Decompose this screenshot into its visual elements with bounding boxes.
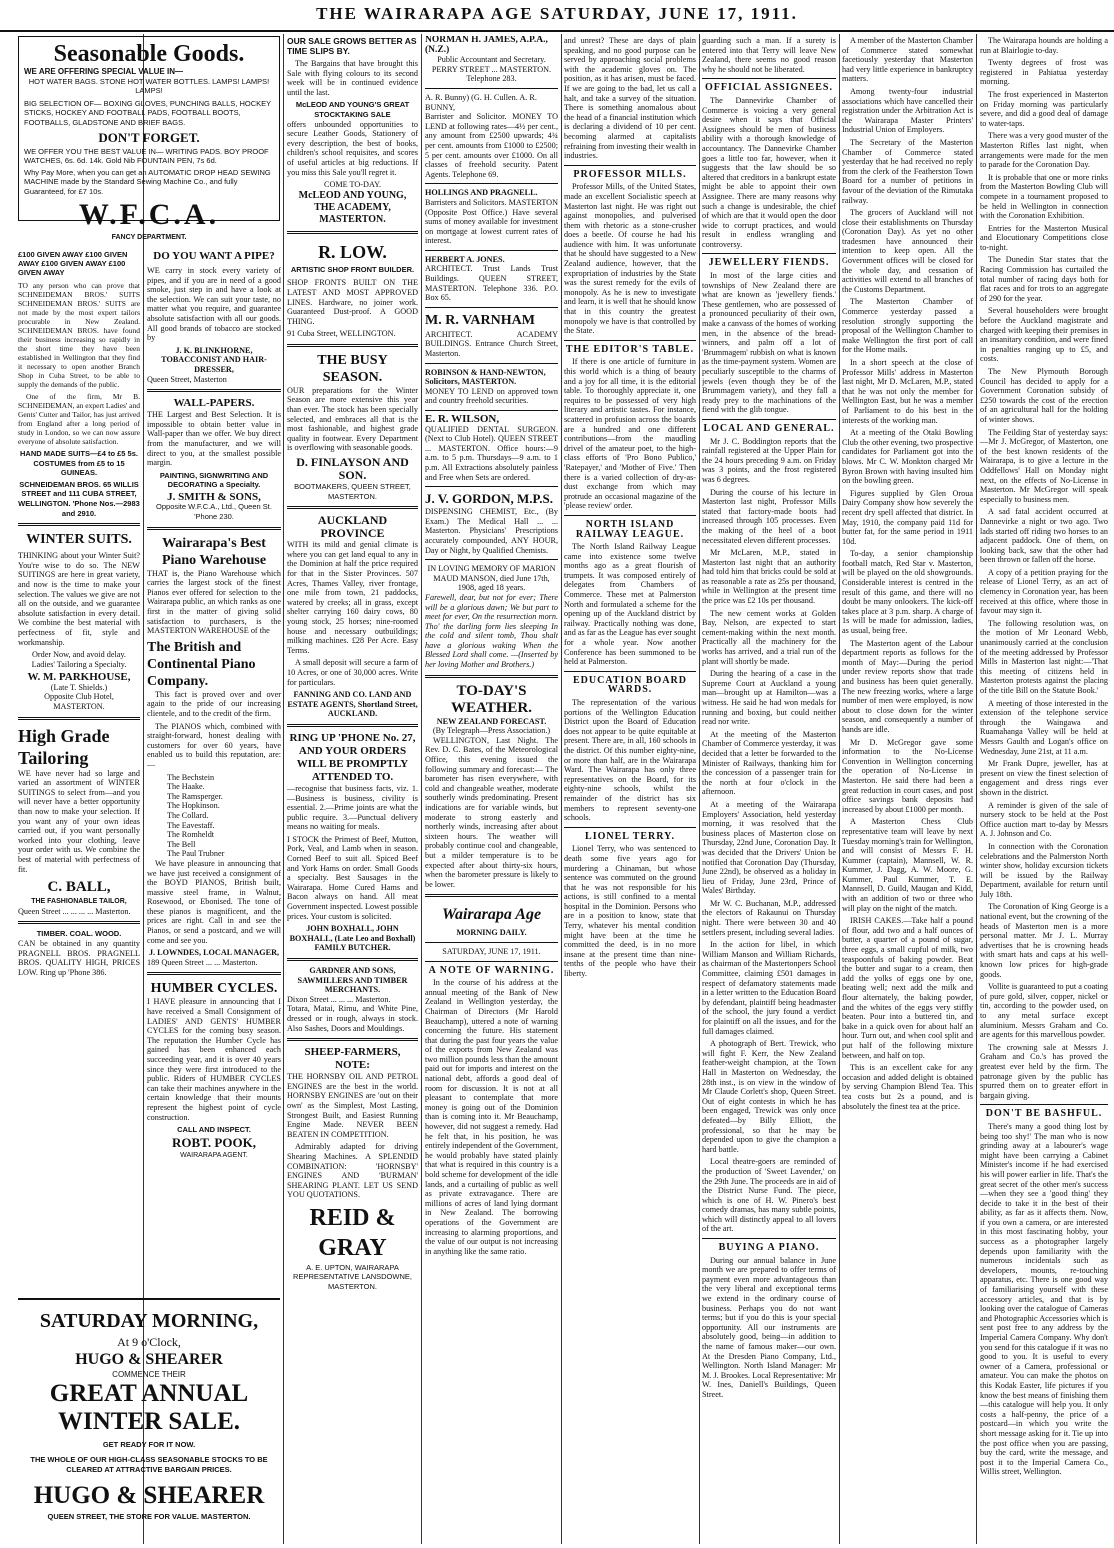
given-away-text: £100 GIVEN AWAY £100 GIVEN AWAY £100 GIVEN AWAY £100 GIVEN AWAY bbox=[18, 250, 128, 277]
ad-title: Seasonable Goods. bbox=[53, 41, 245, 67]
ad-text: WE ARE OFFERING SPECIAL VALUE IN— bbox=[24, 67, 183, 76]
sale-text: offers unbounded opportunities to secure Leather Goods, Stationery of every description, the best of books, children's school requisites, and scores of useful articles at big reductions. If you miss this Sale you'll regret it. bbox=[287, 119, 418, 177]
schneideman-address: SCHNEIDEMAN BROS. 65 WILLIS STREET and 111 CUBA STREET, WELLINGTON. 'Phone Nos.—2983 and 2910. bbox=[18, 479, 140, 518]
lowndes-name: J. LOWNDES, LOCAL MANAGER, bbox=[148, 948, 280, 958]
great-annual-sale: GREAT ANNUAL WINTER SALE. bbox=[49, 1379, 249, 1435]
assignees-text: The Dannevirke Chamber of Commerce is voicing a very general desire when it says that Official Assignees should be men of business ability with a thorough knowledge of accountancy. The Dannevirke Chamber goes a little too far, however, when it suggests that the law should be so altered that creditors in a bankrupt estate might be able to appoint their own Assignee. There are many reasons why such a change is undesirable, the chief of which are that it would open the door wide to corrupt practices, and would result in endless wrangling and controversy. bbox=[702, 95, 836, 249]
bunny-text: Barrister and Solicitor. MONEY TO LEND at following rates—4½ per cent., any amount from £2500 upwards; 4¾ per cent. amounts from £1000 to £2500; 5 per cent. amounts over £1000. On all classes of freehold security. Patent Agents. Telephone 69. bbox=[425, 112, 558, 179]
memory-heading: IN LOVING MEMORY OF MARION MAUD MANSON, died June 17th, 1908, aged 18 years. bbox=[427, 564, 556, 593]
schneideman-prices: HAND MADE SUITS—£4 to £5 5s. COSTUMES from £5 to 15 GUINEAS. bbox=[20, 449, 138, 478]
high-grade-heading: High Grade Tailoring bbox=[18, 725, 110, 768]
local-text: At the meeting of the Masterton Chamber of Commerce yesterday, it was decided that a letter be forwarded to the Minister of Railways, thanking him for the concession of a passenger train for the north at four o'clock in the afternoon. bbox=[702, 729, 836, 797]
boyd-text: We have pleasure in announcing that we have just received a consignment of the BOYD PIANOS, British built, massive steel frame, in Walnut, Rosewood, or Ebonised. The tone of these pianos is magnificent, and the prices are right. Call in and see the Pianos, or send a postcard, and we will come and see you. bbox=[147, 858, 281, 945]
wallpapers-heading: WALL-PAPERS. bbox=[173, 397, 255, 410]
local-text: A sad fatal accident occurred at Dannevirke a night or two ago. Two lads started off riding two horses to an adjacent paddock. One of them, on looking back, saw that the other had been thrown or fallen off the horse. bbox=[980, 507, 1108, 565]
column-rule bbox=[976, 34, 977, 1544]
league-heading: NORTH ISLAND RAILWAY LEAGUE. bbox=[575, 518, 685, 540]
weather-by: (By Telegraph—Press Association.) bbox=[432, 726, 551, 736]
local-text: During the course of his lecture in Masterton last night, Professor Mills stated that factory-made boots had increased through 105 processes. Even the making of the heel of a boot necessitated eleven different processes. bbox=[702, 487, 836, 545]
column-rule bbox=[561, 34, 562, 1544]
gordon-text: DISPENSING CHEMIST, Etc., (By Exam.) The Medical Hall ... ... Masterton. Physicians' Prescriptions accurately compounded, ANY HOUR, Day or Night, by Qualified Chemists. bbox=[425, 507, 558, 555]
local-text: Vollite is guaranteed to put a coating of pure gold, silver, copper, nickel or tin, according to the powder used, on to any metal surface except aluminium. Messrs Graham and Co. are agents for this marvellous powder. bbox=[980, 982, 1108, 1040]
low-address: 91 Cuba Street, WELLINGTON. bbox=[287, 329, 396, 339]
irish-cakes-text: IRISH CAKES.—Take half a pound of flour, add two and a half ounces of butter, a quarter of a pound of sugar, three eggs, a small cupful of milk, two teaspoonfuls of baking powder. Beat the butter and sugar to a cream, then add the yolks of eggs one by one, beating well; next add the milk and flour alternately, the baking powder, and the whites of the eggs very stiffly beaten. Pour into a buttered tin, and bake in a quick oven for about half an hour. Turn out, and when cool split and put half of the following mixture between, and half on top. bbox=[842, 916, 973, 1060]
hugo-name-2: HUGO & SHEARER bbox=[33, 1482, 265, 1510]
winter-suits-heading: WINTER SUITS. bbox=[26, 532, 132, 548]
piano-list-item: The Collard. bbox=[167, 810, 209, 820]
local-text: Mr Frank Dupre, jeweller, has at present on view the finest selection of engagement and dress rings ever shown in the district. bbox=[980, 759, 1108, 797]
ad-text: COMMENCE THEIR bbox=[112, 1370, 186, 1379]
piano-list-item: The Hopkinson. bbox=[167, 801, 220, 811]
upton-name: A. E. UPTON, WAIRARAPA REPRESENTATIVE LANSDOWNE, MASTERTON. bbox=[293, 1262, 412, 1292]
local-text: Local theatre-goers are reminded of the production of 'Sweet Lavender,' on the 29th June. The proceeds are in aid of the District Nurse Fund. The piece, which is one of H. W. Pinero's best comedy dramas, has many subtle points, which will distinctly appeal to all lovers of the art. bbox=[702, 1157, 836, 1234]
james-sub: Public Accountant and Secretary. PERRY STREET ... MASTERTON. Telephone 283. bbox=[431, 55, 552, 84]
mills-text: Professor Mills, of the United States, made an excellent Socialistic speech at Masterton last night. He was right out against monopolies, and pulverised them with rhetoric as a stone-crusher does a beetle. Of course he had his audience with him. It was unfortunate that he should have suggested to a New Zealand audience, however, that the expropriation of industries by the State was the surest remedy for the evils of monopoly. As he is new to investigate and learn, it is well that he should know that in this country the greatest monopoly we have is that controlled by the State. bbox=[564, 182, 696, 336]
piano-list-item: The Bechstein bbox=[167, 772, 215, 782]
local-text: There was a very good muster of the Masterton Rifles last night, when arrangements were made for the men to parade for the Coronation Day. bbox=[980, 131, 1108, 170]
local-text: The Secretary of the Masterton Chamber of Commerce stated yesterday that he had received no reply from the clerk of the Featherston Town Board for a number of petitions in favour of the deviation of the Rimutaka railway. bbox=[842, 137, 973, 205]
board-text: The representation of the various portions of the Wellington Education District upon the Board of Education does not appear to be quite equitable at present. There are, in all, 160 schools in the district. Of this number eighty-nine, or more than half, are in the Wairarapa Ward. The Wairarapa has only three representatives on the Board, for its eighty-nine schools, whilst the remainder of the district has six members to represent seventy-one schools. bbox=[564, 698, 696, 823]
stock-text: I STOCK the Primest of Beef, Mutton, Pork, Veal, and Lamb when in season. Corned Beef to suit all. Spiced Beef and York Hams on order. Small Goods a specialty. Best Sausages in the Wairarapa. Home Cured Hams and Bacon always on hand. All meat Government inspected. Lowest possible prices. Your custom is solicited. bbox=[287, 834, 418, 921]
parkhouse-address: Opposite Club Hotel, MASTERTON. bbox=[44, 692, 114, 712]
smith-name: J. SMITH & SONS, bbox=[167, 490, 261, 503]
pragnell-text: CAN be obtained in any quantity PRAGNELL BROS. PRAGNELL BROS. QUALITY HIGH, PRICES LOW. Ring up 'Phone 386. bbox=[18, 938, 140, 977]
local-text: Mr J. C. Boddington reports that the rainfall registered at the Upper Plain for the 24 hours preceding 9 a.m. on Friday was 3 points, and the frost registered was 6 degrees. bbox=[702, 436, 836, 484]
piano-list-item: The Haake. bbox=[167, 782, 205, 792]
warning-heading: A NOTE OF WARNING. bbox=[428, 964, 555, 976]
pook-name: ROBT. POOK, bbox=[172, 1134, 256, 1150]
column-rule bbox=[699, 34, 700, 1544]
bunny-name: A. R. Bunny) (G. H. Cullen. A. R. BUNNY, bbox=[425, 92, 537, 112]
hornsby-text: THE HORNSBY OIL AND PETROL ENGINES are the best in the world. HORNSBY ENGINES are 'out on their own' as the Simplest, Most Lasting, Strongest Built, and Easiest Running Engine Made. NEVER BEEN BEATEN IN COMPETITION. bbox=[287, 1072, 418, 1139]
parkhouse-text: THINKING about your Winter Suit? You're wise to do so. The NEW SUITINGS are here in great variety, and now is the time to make your selection. The values we give are not all on the outside, and we guarantee absolute satisfaction in every detail. We combine the best material with perfectness of fit, style and workmanship. bbox=[18, 551, 140, 647]
weather-heading: TO-DAY'S WEATHER. bbox=[451, 682, 532, 716]
finlayson-sub: BOOTMAKERS, QUEEN STREET, MASTERTON. bbox=[294, 482, 411, 501]
local-text: A Masterton Chess Club representative team will leave by next Tuesday morning's train for Wellington, and will consist of Messrs F. H. Kummer (captain), Mannsell, W. R. Kummer, J. Dagg, A. W. Moore, G. Kummer, Paul Kummer, T. E. Mannsell, D. Guild, Maugan and Kidd, with an addition of two or three who will play on the night of the match. bbox=[842, 817, 973, 913]
boxhall-name: JOHN BOXHALL, JOHN BOXHALL, (Late Leo and Boxhall) FAMILY BUTCHER. bbox=[289, 924, 416, 953]
gardner-text: Totara, Matai, Rimu, and White Pine, dressed or in rough, always in stock. Also Sashes, Doors and Mouldings. bbox=[287, 1004, 418, 1033]
local-text: The Feilding Star of yesterday says:—Mr J. McGregor, of Masterton, one of the best known residents of the Wairarapa, is to give a lecture in the Oddfellows' Hall on Monday night next, on the effects of No-License in Masterton. Mr McGregor will speak especially to business men. bbox=[980, 427, 1108, 504]
local-text: The New Plymouth Borough Council has decided to apply for a Government Coronation subsidy of £250 towards the cost of the erection of an agricultural hall for the holding of winter shows. bbox=[980, 367, 1108, 424]
jewellery-heading: JEWELLERY FIENDS. bbox=[708, 257, 830, 269]
smith-address: Opposite W.F.C.A., Ltd., Queen St. 'Phone 230. bbox=[156, 502, 272, 522]
board-heading: EDUCATION BOARD WARDS. bbox=[573, 674, 687, 696]
humber-text: I HAVE pleasure in announcing that I have received a Small Consignment of LADIES' AND GENTS' HUMBER CYCLES for the coming busy season. The reputation the Humber Cycle has gained has been enhanced each succeeding year, and it is over 40 years since they were first introduced to the public. Riders of HUMBER CYCLES can take their machines anywhere in the certain knowledge that their mounts represent the highest point of cycle construction. bbox=[147, 997, 281, 1122]
article-text: and unrest? These are days of plain speaking, and no good purpose can be served by approaching social problems with the academic gloves on. The position, as it has arisen, must be faced. If we are going to the bad, let us call a halt, and take a survey of the situation. There is something anomalous about the head of a financial institution which is declaring a dividend of 10 per cent. becoming alarmed at capitalists refraining from investing their wealth in industries. bbox=[564, 36, 696, 161]
local-text: The new cement works at Golden Bay, Nelson, are expected to start cement-making within the next month. Practically all the machinery for the works has arrived, and a trial run of the plant will shortly be made. bbox=[702, 608, 836, 666]
date-line: SATURDAY, JUNE 17, 1911. bbox=[442, 946, 541, 956]
league-text: The North Island Railway League came into existence some twelve months ago as a great flourish of trumpets. It was composed entirely of delegates from Chambers of Commerce. These met at Palmerston North and formulated a scheme for the opening up of the Auckland district by railway. Practically nothing was done, and as far as the League has ever sought for a whole year. Now another Conference has been summoned to be held at Palmerston. bbox=[564, 542, 696, 667]
sheep-heading: SHEEP-FARMERS, NOTE: bbox=[304, 1046, 401, 1072]
gardner-address: Dixon Street ... ... ... Masterton. bbox=[287, 994, 391, 1004]
column-7 bbox=[842, 36, 973, 1544]
sale-time: At 9 o'Clock, bbox=[117, 1335, 181, 1349]
local-text: A reminder is given of the sale of nursery stock to be held at the Post Office auction mart to-day by Messrs A. J. Johnson and Co. bbox=[980, 800, 1108, 839]
weather-text: WELLINGTON, Last Night. The Rev. D. C. Bates, of the Meteorological Office, this evening issued the following summary and forecast:— The barometer has risen everywhere, with cold and changeable weather, moderate southerly winds predominating. Present indications are for variable winds, but moderate to strong easterly and northerly winds, increasing after about sixteen hours. The weather will probably continue cool and changeable, but a milder temperature is to be expected after about thirty-six hours, when the barometer pressure is likely to be lower. bbox=[425, 735, 558, 889]
parkhouse-text: Order Now, and avoid delay. bbox=[32, 650, 126, 660]
parkhouse-name: W. M. PARKHOUSE, bbox=[27, 671, 131, 684]
bashful-text: There's many a good thing lost by being too shy!' The man who is now grinding away at a labourer's wage might have been carrying a Cabinet Minister's income if he had exercised his will power earlier in life. That's the great secret of the other men's success—when they see a 'good thing' they decide to take it in the best of their ability, as far as it affects them. Now, if you own a camera, or are interested in this most fascinating hobby, your success as a photographer largely depends upon familiarity with the numerous incidentals such as developers, mounts, re-touching apparatus, etc. There is one good way of familiarising yourself with these accessory articles, and that is by looking over the catalogue of Cameras and Photographic Accessories which is sent post free to any address by the Imperial Camera Company. Why don't you send for this catalogue if it was no good to you. It is useful to every owner of a Camera, professional or amateur. You can make the photos on this Kodak Easter, life pictures if you know the best means of finishing them—this catalogue will help you. It only costs a half-penny, the price of a postcard—in which you write the short message asking for it. Tie up into the post office when you are passing, buy the card, write the message, and post it to the Imperial Camera Co., Willis street, Wellington. bbox=[980, 1121, 1108, 1477]
piano-text: The PIANOS which, combined with straight-forward, honest dealing with customers for over 60 years, have enabled us to build this reputation, are:— bbox=[147, 721, 281, 769]
pipe-text: WE carry in stock every variety of pipes, and if you are in need of a good smoke, just step in and have a look at the selection. We can suit your taste, no matter what you require, and guarantee absolute satisfaction with all our goods. All good brands of tobacco are stocked by bbox=[147, 266, 281, 343]
ball-name: C. BALL, bbox=[47, 879, 111, 896]
article-text: guarding such a man. If a surety is entered into that Terry will leave New Zealand, there seems no good reason why he should not be liberated. bbox=[702, 36, 836, 74]
ad-heading: DON'T FORGET. bbox=[98, 129, 200, 145]
local-heading: LOCAL AND GENERAL. bbox=[703, 422, 835, 434]
jewellery-text: In most of the large cities and townships of New Zealand there are what are known as 'jewellery fiends.' These gentlemen, who are possessed of a pronounced peculiarity of their own, make a canvass of the homes of working men, in the absence of the bread-winners, and palm off a lot of 'Brummagem' rubbish on what is known as the time-payment system. Women are peculiarly susceptible to the charms of jewels (even though they be of the Brummagem variety), and they fall a ready prey to the machinations of the fiend with the glib tongue. bbox=[702, 271, 836, 415]
local-text: In a short speech at the close of Professor Mills' address in Masterton last night, Mr D. McLaren, M.P., stated that he was not only the member for Wellington East, but he was a member of Parliament to do his best in the interests of the working man. bbox=[842, 358, 973, 425]
ad-text: HOT WATER BAGS. STONE HOT WATER BOTTLES. LAMPS! LAMPS! LAMPS! bbox=[28, 76, 270, 96]
mcleod-name: McLEOD AND YOUNG, THE ACADEMY, MASTERTON. bbox=[298, 189, 407, 225]
local-text: In the action for libel, in which William Manson and William Richards, as chairman of the Mastertonpers School Committee, claiming £501 damages in respect of defamatory statements made in a letter written to the Education Board by defendant, plaintiff being headmaster of the school, the jury found a verdict for plaintiff on all the issues, and for the full damages claimed. bbox=[702, 940, 836, 1036]
local-text: It is probable that one or more rinks from the Masterton Bowling Club will compete in a tournament proposed to be held in Wellington in connection with the Coronation Exhibition. bbox=[980, 172, 1108, 221]
ad-text: FANCY DEPARTMENT. bbox=[111, 233, 187, 241]
varnham-name: M. R. VARNHAM bbox=[425, 312, 535, 328]
gardner-name: GARDNER AND SONS, SAWMILLERS AND TIMBER MERCHANTS. bbox=[297, 966, 408, 995]
local-text: A photograph of Bert. Trewick, who will fight F. Kerr, the New Zealand feather-weight champion, at the Town Hall in Masterton on Wednesday, the 28th inst., is on view in the window of Mr Claude Corlett's shop, Queen Street. Out of eight contests in which he has been engaged, Trewick was only once defeated—by Billy Elliott, the professional, so that he may be depended upon to give the champion a hard battle. bbox=[702, 1039, 836, 1154]
mills-heading: PROFESSOR MILLS. bbox=[573, 168, 687, 180]
local-text: In connection with the Coronation celebrations and the Palmerston North winter show, holiday excursion tickets will be issued by the Railway Department, available for return until July 18th. bbox=[980, 841, 1108, 899]
ad-text: Why Pay More, when you can get an AUTOMATIC DROP HEAD SEWING MACHINE made by the Standard Sewing Machine Co., and fully Guaranteed, for £7 10s. bbox=[24, 167, 271, 196]
column-rule bbox=[421, 34, 422, 1544]
warning-text: In the course of his address at the annual meeting of the Bank of New Zealand in Wellington yesterday, the Chairman of Directors (Mr Harold Beauchamp), uttered a note of warning concerning the future. His statement that during the past four years the value of the exports from New Zealand was two million pounds less than the amount paid out for imports and interest on the national debt, affords a good deal of room for discussion. It is not at all pleasant to contemplate that more money is going out of the Dominion than is coming into it. Mr Beauchamp, however, did not suggest a remedy. Had he felt that, in his position, he was entirely independent of the Government, he would probably have stated plainly that what is required in this country is a bold scheme for development of the idle lands, and a curtailing of public as well as private extravagance. There are millions of acres of land lying dormant in New Zealand. The borrowing operations of the Government are increasing to alarming proportions, and the value of our output is not increasing in anything like the same ratio. bbox=[425, 978, 558, 1256]
blinkhorne-address: Queen Street, Masterton bbox=[147, 374, 227, 384]
ball-sub: THE FASHIONABLE TAILOR, bbox=[31, 898, 127, 906]
painting-specialty: PAINTING, SIGNWRITING AND DECORATING a Specialty. bbox=[159, 470, 269, 490]
shearing-text: Admirably adapted for driving Shearing Machines. A SPLENDID COMBINATION: 'HORNSBY' ENGINES AND 'BURMAN' SHEARING PLANT. LET US SEND YOU QUOTATIONS. bbox=[287, 1142, 418, 1200]
editor-heading: THE EDITOR'S TABLE. bbox=[565, 343, 695, 355]
pook-sub: WAIRARAPA AGENT. bbox=[180, 1151, 248, 1159]
bashful-heading: DON'T BE BASHFUL. bbox=[985, 1108, 1103, 1120]
varnham-text: ARCHITECT. ACADEMY BUILDINGS. Entrance Church Street, Masterton. bbox=[425, 329, 558, 359]
pipe-heading: DO YOU WANT A PIPE? bbox=[153, 250, 275, 262]
parkhouse-text: (Late T. Shields.) bbox=[50, 682, 108, 692]
masthead bbox=[0, 0, 1114, 32]
sale-text: The Bargains that have brought this Sale with flying colours to its second week will be in continued evidence until the last. bbox=[287, 59, 418, 97]
local-text: During the hearing of a case in the Supreme Court at Auckland a young man—brought up at Hamilton—was a witness. He said he had won medals for running and boxing, but could neither read nor write. bbox=[702, 669, 836, 727]
editor-text: If there is one article of furniture in this world which is a thing of beauty and a joy for all time, it is the editorial table. To thoroughly appreciate it, one requires to be possessed of very high literary and artistic tastes. For instance, scattered in profusion across the boards are a hundred and one different contributions—from the maudling drivel of the amateur poet, to the high-class efforts of 'Pro Bono Publico,' 'Ratepayer,' and 'Mother of Five.' Then there is a varied collection of dry-as-dust exchange from which may protrude an occasional magazine of the 'please review' order. bbox=[564, 357, 696, 511]
reid-gray: REID & GRAY bbox=[309, 1204, 396, 1261]
hollings-name: HOLLINGS AND PRAGNELL. bbox=[425, 188, 538, 198]
ring-text: —recognise that business facts, viz. 1.—Business is business, civility is essential. 2.—Prime joints are what the public require. 3.—Punctual delivery means no waiting for meals. bbox=[287, 783, 418, 832]
piano-list-item: The Bell bbox=[167, 839, 196, 849]
auckland-text: WITH its mild and genial climate is where you can get land equal to any in the Dominion at half the price required for that in the Sister Provinces. 507 Acres, Thames Valley, river frontage, one mile from town, 21 paddocks, watered by creeks; all in grass, except shelter carrying 160 dairy cows, 80 young stock, 25 horses; nine-roomed house and necessary outbuildings; milking machines. £28 Per Acre. Easy Terms. bbox=[287, 540, 418, 655]
local-text: At a meeting of the Wairarapa Employers' Association, held yesterday morning, it was resolved that the business places of Masterton close on Thursday, 22nd June, Coronation Day. It was decided that the Drivers' Union be notified that Coronation Day (Thursday, June 22nd), be observed as a holiday in lieu of Friday, June 23rd, Prince of Wales' Birthday. bbox=[702, 799, 836, 896]
local-text: Several householders were brought before the Auckland magistrate and charged with keeping their premises in an insanitary condition, and were fined in penalties ranging up to £5, and costs. bbox=[980, 306, 1108, 364]
local-text: The grocers of Auckland will not close their establishments on Thursday (Coronation Day). As yet no other tradesmen have announced their intention to keep open. All the Government offices will be closed for the whole day, and cessation of activities will extend to all branches of the Customs Department. bbox=[842, 208, 973, 294]
local-text: The Masterton agent of the Labour department reports as follows for the month of May:—During the period under review reports show that trade and business has been quiet generally. The new freezing works, where a large number of men were employed, is now about to close down for the winter season, and consequently a number of hands are idle. bbox=[842, 638, 973, 734]
piano-heading: Wairarapa's Best Piano Warehouse bbox=[161, 535, 267, 568]
local-text: Figures supplied by Glen Oroua Dairy Company show how severely the recent dry spell affected that district. In May, 1910, the company paid 11d for butter fat, for the same period in 1911 10d. bbox=[842, 488, 973, 546]
gordon-name: J. V. GORDON, M.P.S. bbox=[425, 491, 553, 507]
piano-list-item: The Ramsperger. bbox=[167, 791, 223, 801]
local-text: At a meeting of the Otaki Bowling Club the other evening, two prospective candidates for Parliament got into the blows. Mr C. W. Monkton charged Mr Byron Brown with having insulted him on the bowling green. bbox=[842, 428, 973, 486]
local-text: The Masterton Chamber of Commerce yesterday passed a resolution strongly supporting the proposal of the Wellington Chamber to make Wellington the first port of call for the Home mails. bbox=[842, 297, 973, 355]
piano-text: This fact is proved over and over again to the pride of our increasing clientele, and to the credit of the firm. bbox=[147, 689, 281, 718]
sale-day: SATURDAY MORNING, bbox=[39, 1310, 259, 1332]
james-name: NORMAN H. JAMES, A.P.A., (N.Z.) bbox=[425, 36, 548, 55]
column-5 bbox=[564, 36, 696, 1544]
masthead-title: THE WAIRARAPA AGE SATURDAY, JUNE 17, 1911. bbox=[316, 4, 798, 23]
sale-heading: OUR SALE GROWS BETTER AS TIME SLIPS BY. bbox=[287, 36, 417, 56]
local-text: A member of the Masterton Chamber of Commerce stated somewhat facetiously yesterday that Masterton had very little experience in bankruptcy matters. bbox=[842, 36, 973, 84]
finlayson-name: D. FINLAYSON AND SON. bbox=[296, 455, 409, 483]
local-text: The Coronation of King George is a national event, but the crowning of the heads of Masterton men is a more personal matter. Mr J. L. Murray advertises that he is crowning heads with smart hats and caps at his well-known low prices for high-grade goods. bbox=[980, 902, 1108, 979]
terry-heading: LIONEL TERRY. bbox=[585, 830, 675, 842]
column-8 bbox=[980, 36, 1108, 1544]
local-text: The following resolution was, on the motion of Mr Leonard Webb, unanimously carried at the conclusion of the meeting addressed by Professor Mills in Masterton last night:—'That this meeting of citizens held in Masterton protests against the placing of the title Bill on the Statute Book.' bbox=[980, 618, 1108, 695]
hugo-name: HUGO & SHEARER bbox=[75, 1351, 223, 1368]
robinson-name: ROBINSON & HAND-NEWTON, Solicitors, MASTERTON. bbox=[425, 367, 546, 387]
local-text: The crowning sale at Messrs J. Graham and Co.'s has proved the greatest ever held by the firm. The patronage given by the public has spurred them on to greater effort in bargain giving. bbox=[980, 1042, 1108, 1100]
column-4 bbox=[425, 36, 558, 1544]
piano-list-item: The Paul Trubner bbox=[167, 849, 225, 859]
store-value: QUEEN STREET, THE STORE FOR VALUE. MASTERTON. bbox=[47, 1512, 251, 1522]
ad-text: WE OFFER YOU THE BEST VALUE IN— WRITING PADS. BOY PROOF WATCHES, 6s. 6d. 14k. Gold Nib FOUNTAIN PEN, 7s 6d. bbox=[24, 146, 269, 166]
paper-name: Wairarapa Age bbox=[441, 906, 542, 924]
piano-list-item: The Romheldt bbox=[167, 830, 215, 840]
low-sub: ARTISTIC SHOP FRONT BUILDER. bbox=[290, 264, 415, 274]
come-today: COME TO-DAY. bbox=[323, 180, 382, 190]
local-text: A copy of a petition praying for the release of Lionel Terry, as an act of clemency in Coronation year, has been received at this office, where those in favour may sign it. bbox=[980, 567, 1108, 616]
weather-sub: NEW ZEALAND FORECAST. bbox=[436, 716, 547, 726]
humber-heading: HUMBER CYCLES. bbox=[150, 981, 278, 997]
wallpapers-text: THE Largest and Best Selection. It is impossible to obtain better value in Wall-paper than we offer. We buy direct from the manufacturer, and we will direct to you, at the smallest possible margin. bbox=[147, 410, 281, 468]
ad-text: THE WHOLE OF OUR HIGH-CLASS SEASONABLE STOCKS TO BE CLEARED AT ATTRACTIVE BARGAIN PRICES. bbox=[30, 1455, 268, 1474]
buying-text: During our annual balance in June month we are prepared to offer terms of payment even more advantageous than the very liberal and exceptional terms we extend in the ordinary course of business. Perhaps you do not want terms; but if you do this is your special opportunity. All our instruments are absolutely good, being—in addition to the name of famous maker—our own. At the Dresden Piano Company, Ltd., Wellington. North Island Manager: Mr M. J. Brookes. Local Representative: Mr W. Ines, Daniell's Buildings, Queen Street. bbox=[702, 1255, 836, 1399]
british-company: The British and Continental Piano Company. bbox=[147, 639, 256, 689]
piano-text: THAT is, the Piano Warehouse which carries the largest stock of the finest Pianos ever offered for selection to the Wairarapa public, an which ranks as one first in the matter of giving solid satisfaction to purchasers, is the MASTERTON WAREHOUSE of the bbox=[147, 568, 281, 636]
terry-text: Lionel Terry, who was sentenced to death some five years ago for murdering a Chinaman, but whose sentence was commuted on the ground that he was not responsible for his actions, is still confined to a mental hospital in the Dominion. Persons who are in a position to know, state that Terry, whatever his mental condition might have been at the time he committed the deed, is in no more insane at the present time than nine-tenths of the people who have their liberty. bbox=[564, 844, 696, 979]
local-text: Twenty degrees of frost was registered in Pahiatua yesterday morning. bbox=[980, 58, 1108, 87]
irish-cakes-text: This is an excellent cake for any occasion and added delight is obtained by serving Champion Blend Tea. This tea costs but 2s a pound, and is absolutely the finest tea at the price. bbox=[842, 1063, 973, 1111]
busy-season-heading: THE BUSY SEASON. bbox=[317, 352, 388, 385]
wilson-name: E. R. WILSON, bbox=[425, 413, 500, 425]
local-text: Mr D. McGregor gave some information to the No-License Convention in Wellington concerning the operation of No-License in Masterton. He said there had been a great reduction in court cases, and post office savings bank deposits had increased by about £1000 per month. bbox=[842, 737, 973, 814]
assignees-heading: OFFICIAL ASSIGNEES. bbox=[705, 82, 833, 94]
low-heading: R. LOW. bbox=[318, 241, 387, 262]
morning-daily: MORNING DAILY. bbox=[456, 928, 527, 938]
busy-text: OUR preparations for the Winter Season are more extensive this year than ever. The stock has been specially selected, and embraces all that is the most fashionable, and highest grade quality in footwear. Every Department is overflowing with seasonable goods. bbox=[287, 385, 418, 453]
local-text: A meeting of those interested in the extension of the telephone service through the Waingawa and Ruamahanga Valley will be held at Messrs Gaulth and Logan's office on Wednesday, June 21st, at 11 a.m. bbox=[980, 698, 1108, 756]
schneideman-text: TO any person who can prove that SCHNEIDEMAN BROS.' SUITS SCHNEIDEMAN BROS.' SUITS are not made by the most expert tailors procurable in New Zealand. SCHNEIDEMAN BROS. have found their business increasing so rapidly in the short time they have been established in Wellington that they find it necessary to open another Branch Shop in Cuba Street, to be able to supply the demands of the public. bbox=[18, 281, 140, 389]
wfca-logo: W.F.C.A. bbox=[78, 197, 220, 231]
fanning-name: FANNING AND CO. LAND AND ESTATE AGENTS, Shortland Street, AUCKLAND. bbox=[287, 690, 418, 719]
local-text: The Dunedin Star states that the Racing Commission has curtailed the total number of racing days both for flat races and for trots to an aggregate of 290 for the year. bbox=[980, 255, 1108, 303]
lowndes-address: 189 Queen Street ... ... Masterton. bbox=[147, 957, 258, 967]
column-2 bbox=[147, 250, 281, 1294]
column-rule bbox=[283, 34, 284, 1544]
column-6 bbox=[702, 36, 836, 1544]
ball-text: WE have never had so large and varied an assortment of WINTER SUITINGS to select from—and you will never have a better opportunity than now to make your selection. If you want any of your own ideas carried out, if you want personally worked into your clothing, leave your order with us. We combine the best of material with perfectness of fit. bbox=[18, 768, 140, 874]
seasonable-goods-ad bbox=[18, 36, 280, 241]
blinkhorne-name: J. K. BLINKHORNE, TOBACCONIST AND HAIR-DRESSER, bbox=[161, 345, 267, 374]
memory-text: Farewell, dear, but not for ever; There will be a glorious dawn; We but part to meet for ever, On the resurrection morn. Tho' the darling form lies sleeping In the cold and silent tomb, Thou shalt have a glorious waking When the Blessed Lord shall come. —(Inserted by her loving Mother and Brothers.) bbox=[425, 592, 558, 670]
hugo-shearer-ad bbox=[18, 1298, 280, 1546]
ad-text: GET READY FOR IT NOW. bbox=[102, 1439, 196, 1449]
buying-heading: BUYING A PIANO. bbox=[718, 1242, 820, 1254]
mcleod-sale: McLEOD AND YOUNG'S GREAT STOCKTAKING SALE bbox=[295, 100, 410, 119]
ad-text: BIG SELECTION OF— BOXING GLOVES, PUNCHING BALLS, HOCKEY STICKS, HOCKEY AND FOOTBALL PADS, FOOTBALL BOOTS, FOOTBALLS, GLADSTONE AND BRIEF BAGS. bbox=[24, 98, 272, 127]
hollings-text: Barristers and Solicitors. MASTERTON (Opposite Post Office.) Have several sums of money available for investment on mortgage at lowest current rates of interest. bbox=[425, 197, 558, 246]
robinson-text: MONEY TO LEND on approved town and country freehold securities. bbox=[425, 386, 558, 406]
local-text: Among twenty-four industrial associations which have cancelled their registration under the Arbitration Act is the Wairarapa Master Printers' Industrial Union of Employers. bbox=[842, 86, 973, 135]
local-text: Entries for the Masterton Musical and Elocutionary Competitions close to-night. bbox=[980, 223, 1108, 252]
local-text: Mr W. C. Buchanan, M.P., addressed the electors of Rakaunui on Thursday night. There were between 30 and 40 settlers present, including several ladies. bbox=[702, 898, 836, 937]
parkhouse-text: Ladies' Tailoring a Specialty. bbox=[31, 659, 127, 669]
auckland-heading: AUCKLAND PROVINCE bbox=[317, 513, 388, 541]
timber-heading: TIMBER. COAL. WOOD. bbox=[36, 929, 122, 939]
piano-list-item: The Eavestaff. bbox=[167, 820, 215, 830]
column-3 bbox=[287, 36, 418, 1544]
jones-text: ARCHITECT. Trust Lands Trust Buildings. QUEEN STREET, MASTERTON. Telephone 336. P.O. Box 65. bbox=[425, 264, 558, 303]
piano-list bbox=[147, 773, 281, 859]
auckland-text: A small deposit will secure a farm of 10 Acres, or one of 30,000 acres. Write for particulars. bbox=[287, 658, 418, 687]
wilson-text: QUALIFIED DENTAL SURGEON. (Next to Club Hotel). QUEEN STREET ... MASTERTON. Office hours:—9 a.m. to 5 p.m. Thursdays—9 a.m. to 1 p.m. All Extractions absolutely painless and Free when Sets are ordered. bbox=[425, 424, 558, 482]
low-text: SHOP FRONTS BUILT ON THE LATEST AND MOST APPROVED LINES. Hardware, no joiner work. Guaranteed Dust-proof. A GOOD THING. bbox=[287, 278, 418, 326]
local-text: To-day, a senior championship football match, Red Star v. Masterton, will be played on the old showgrounds. Considerable interest is centred in the result of this game, and there will no doubt be many onlookers. The kick-off takes place at 3 p.m. sharp. A charge of 1s will be made for admission, ladies, as usual, being free. bbox=[842, 549, 973, 636]
local-text: Mr McLaren, M.P., stated in Masterton last night that an authority had told him that bricks could be sold at as reasonable a rate as 25s per thousand, while in Wellington at the present time the price was £2 10s per thousand. bbox=[702, 548, 836, 606]
column-rule bbox=[839, 34, 840, 1544]
ring-up-heading: RING UP 'PHONE No. 27, AND YOUR ORDERS WILL BE PROMPTLY ATTENDED TO. bbox=[289, 731, 416, 783]
local-text: The Wairarapa hounds are holding a run at Blairlogie to-day. bbox=[980, 36, 1108, 55]
jones-name: HERBERT A. JONES. bbox=[425, 254, 505, 264]
schneideman-text: One of the firm, Mr B. SCHNEIDEMAN, an expert Ladies' and Gents' Cutter and Tailor, has just arrived from England after a long period of study in London, so we can now assure everyone of absolute satisfaction. bbox=[18, 392, 140, 446]
local-text: The frost experienced in Masterton on Friday morning was particularly severe, and did a good deal of damage to water-taps. bbox=[980, 89, 1108, 128]
ball-address: Queen Street ... ... ... ... Masterton. bbox=[18, 906, 131, 916]
call-inspect: CALL AND INSPECT. bbox=[177, 1125, 251, 1135]
